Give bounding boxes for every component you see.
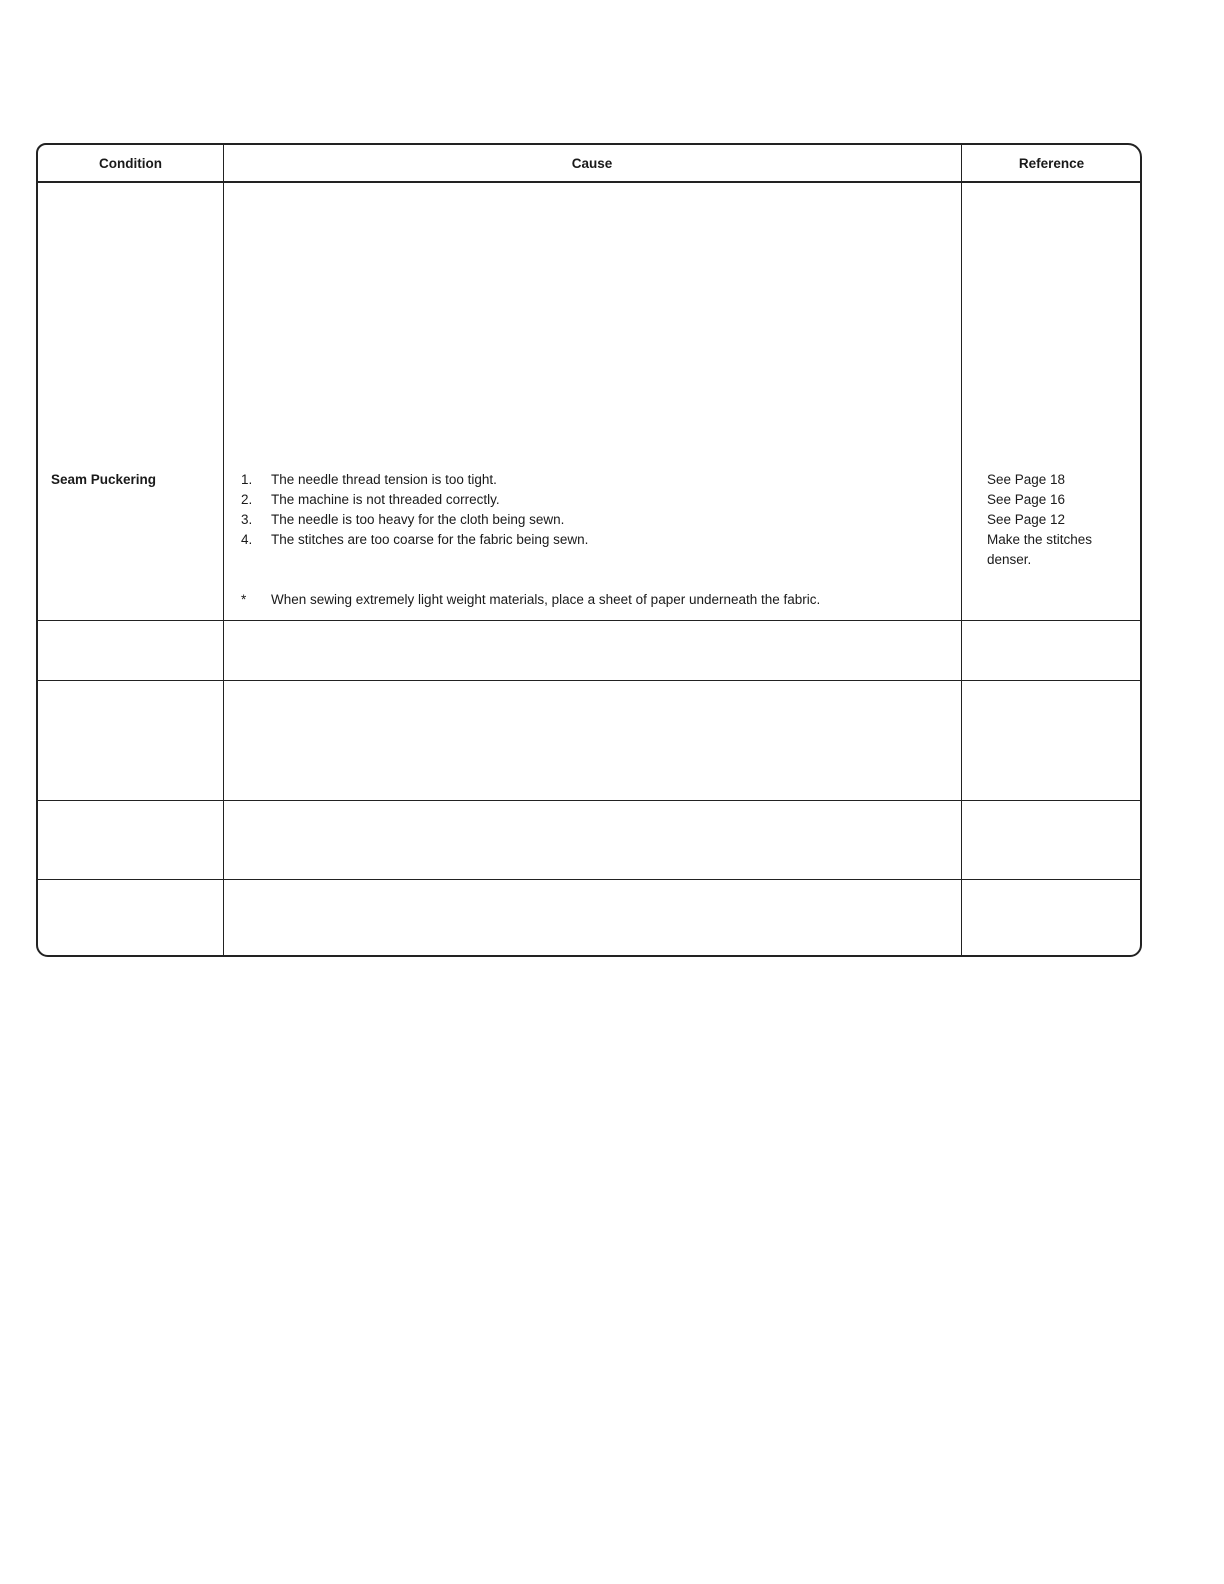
- note-item: [241, 590, 941, 610]
- reference-line: See Page 18: [987, 472, 1066, 487]
- reference-line: Make the stitches: [987, 532, 1093, 547]
- cause-text: The needle thread tension is too tight.: [271, 472, 497, 487]
- cause-item: [241, 510, 941, 530]
- cause-number: 4.: [241, 532, 253, 547]
- reference-line: See Page 12: [987, 512, 1066, 527]
- reference-line: See Page 16: [987, 492, 1066, 507]
- cause-number: 3.: [241, 512, 253, 527]
- cause-item: [241, 530, 941, 550]
- cause-item: [241, 490, 941, 510]
- cause-text: The stitches are too coarse for the fabric being sewn.: [271, 532, 589, 547]
- header-cause: Cause: [571, 155, 613, 171]
- header-reference: Reference: [1018, 155, 1085, 171]
- note-mark: *: [241, 592, 247, 607]
- cause-item: [241, 470, 941, 490]
- header-condition: Condition: [99, 155, 162, 171]
- note-text: When sewing extremely light weight materials, place a sheet of paper underneath the fabric.: [271, 592, 821, 607]
- condition-cell: Seam Puckering: [51, 472, 157, 487]
- cause-text: The machine is not threaded correctly.: [271, 492, 500, 507]
- cause-text: The needle is too heavy for the cloth being sewn.: [271, 512, 565, 527]
- cause-number: 1.: [241, 472, 253, 487]
- reference-line: denser.: [987, 552, 1032, 567]
- cause-number: 2.: [241, 492, 253, 507]
